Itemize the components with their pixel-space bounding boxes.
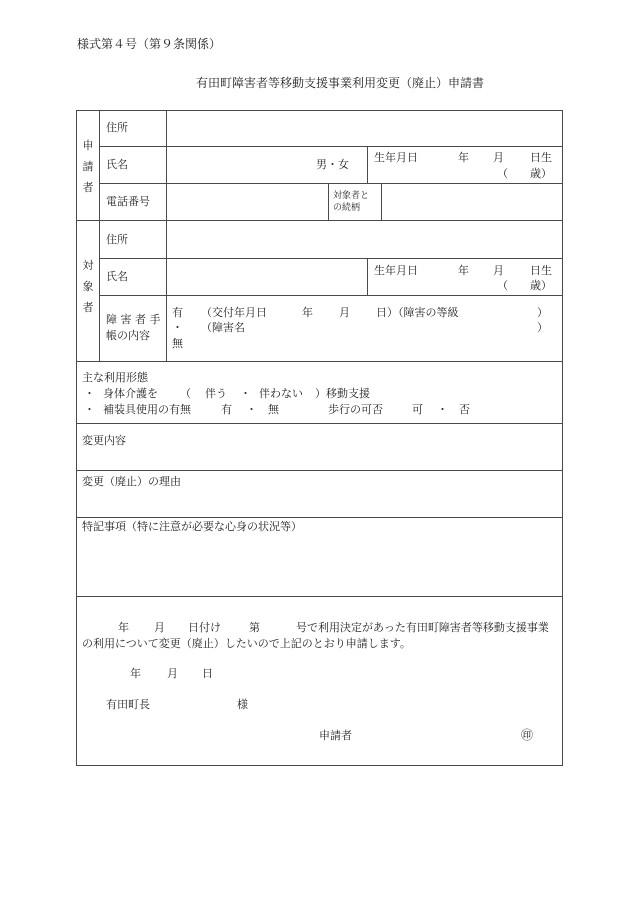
- applicant-address-field[interactable]: [168, 112, 560, 144]
- decl-line1-text: 号で利用決定があった有田町障害者等移動支援事業: [296, 621, 549, 634]
- care-without-option[interactable]: 伴わない: [259, 387, 303, 400]
- decl-number-prefix: 第: [249, 621, 260, 634]
- walk-yes-option[interactable]: 可: [412, 403, 423, 416]
- disability-close-paren: ）: [537, 321, 548, 334]
- form-number: 様式第４号（第９条関係）: [77, 37, 222, 51]
- care-paren-close: ）移動支援: [315, 387, 370, 400]
- issue-date-label: （交付年月日: [201, 306, 267, 319]
- decl-month-unit: 月: [154, 621, 165, 634]
- special-notes-field[interactable]: [78, 537, 560, 594]
- addressee-label: 有田町長: [106, 698, 150, 711]
- applicant-birth-month-unit: 月: [493, 151, 504, 164]
- handbook-label-line2: 帳の内容: [106, 329, 150, 342]
- target-age-unit: 歳）: [530, 279, 552, 292]
- applicant-birth-label: 生年月日: [374, 151, 418, 164]
- applicant-relation-field[interactable]: [383, 185, 560, 218]
- grade-close-paren: ）: [537, 306, 548, 319]
- relation-label-line1: 対象者と: [333, 191, 370, 201]
- applicant-name-field[interactable]: [168, 148, 308, 181]
- applicant-gender-choice[interactable]: 男・女: [316, 158, 349, 171]
- form-title: 有田町障害者等移動支援事業利用変更（廃止）申請書: [196, 76, 485, 90]
- handbook-option-separator: ・: [172, 321, 183, 334]
- handbook-has-option[interactable]: 有: [172, 306, 183, 319]
- walk-separator: ・: [437, 403, 448, 416]
- usage-bullet-1: ・: [84, 387, 95, 400]
- equipment-separator: ・: [246, 403, 257, 416]
- change-content-label: 変更内容: [82, 434, 126, 447]
- application-date-year-unit: 年: [130, 667, 141, 680]
- usage-heading: 主な利用形態: [82, 371, 148, 384]
- applicant-age-unit: 歳）: [530, 167, 552, 180]
- care-with-option[interactable]: 伴う: [205, 387, 227, 400]
- special-notes-label: 特記事項（特に注意が必要な心身の状況等）: [82, 520, 302, 533]
- applicant-signature-field[interactable]: [360, 724, 510, 744]
- applicant-age-paren: （: [497, 167, 508, 180]
- disability-name-label: （障害名: [201, 321, 245, 334]
- target-name-label: 氏名: [106, 270, 128, 283]
- applicant-birth-year-unit: 年: [458, 151, 469, 164]
- usage-bullet-2: ・: [84, 403, 95, 416]
- issue-day-grade-label: 日）（障害の等級: [376, 306, 459, 319]
- change-reason-label: 変更（廃止）の理由: [82, 475, 181, 488]
- care-separator: ・: [240, 387, 251, 400]
- issue-month-unit: 月: [339, 306, 350, 319]
- addressee-honorific: 様: [237, 698, 248, 711]
- applicant-relation-label: [333, 190, 381, 214]
- applicant-phone-label: 電話番号: [106, 195, 150, 208]
- handbook-label-line1: 障 害 者 手: [106, 313, 161, 326]
- applicant-birth-day-unit: 日生: [530, 151, 552, 164]
- change-reason-field[interactable]: [78, 491, 560, 515]
- application-date-month-unit: 月: [167, 667, 178, 680]
- target-birth-year-unit: 年: [458, 264, 469, 277]
- equipment-no-option[interactable]: 無: [268, 403, 279, 416]
- equipment-label: 補装具使用の有無: [103, 403, 191, 416]
- decl-date-suffix: 日付け: [188, 621, 221, 634]
- walk-label: 歩行の可否: [328, 403, 383, 416]
- issue-year-unit: 年: [302, 306, 313, 319]
- application-date-day-unit: 日: [202, 667, 213, 680]
- applicant-name-label: 氏名: [106, 158, 128, 171]
- handbook-none-option[interactable]: 無: [172, 337, 183, 350]
- target-address-label: 住所: [106, 233, 128, 246]
- target-age-paren: （: [497, 279, 508, 292]
- target-birth-label: 生年月日: [374, 264, 418, 277]
- care-paren-open: （: [180, 387, 191, 400]
- decl-year-unit: 年: [118, 621, 129, 634]
- applicant-address-label: 住所: [106, 121, 128, 134]
- applicant-section-label: 申請者: [82, 139, 94, 194]
- target-name-field[interactable]: [168, 260, 365, 293]
- equipment-yes-option[interactable]: 有: [221, 403, 232, 416]
- relation-label-line2: の続柄: [333, 203, 361, 213]
- walk-no-option[interactable]: 否: [459, 403, 470, 416]
- decl-line2-text: の利用について変更（廃止）したいので上記のとおり申請します。: [82, 637, 411, 650]
- target-birth-month-unit: 月: [493, 264, 504, 277]
- change-content-field[interactable]: [78, 450, 560, 468]
- applicant-phone-field[interactable]: [168, 185, 326, 218]
- care-label: 身体介護を: [103, 387, 158, 400]
- seal-mark: ㊞: [521, 728, 534, 742]
- target-birth-day-unit: 日生: [530, 264, 552, 277]
- applicant-signature-label: 申請者: [319, 729, 352, 742]
- target-address-field[interactable]: [168, 222, 560, 256]
- target-section-label: 対象者: [82, 259, 94, 314]
